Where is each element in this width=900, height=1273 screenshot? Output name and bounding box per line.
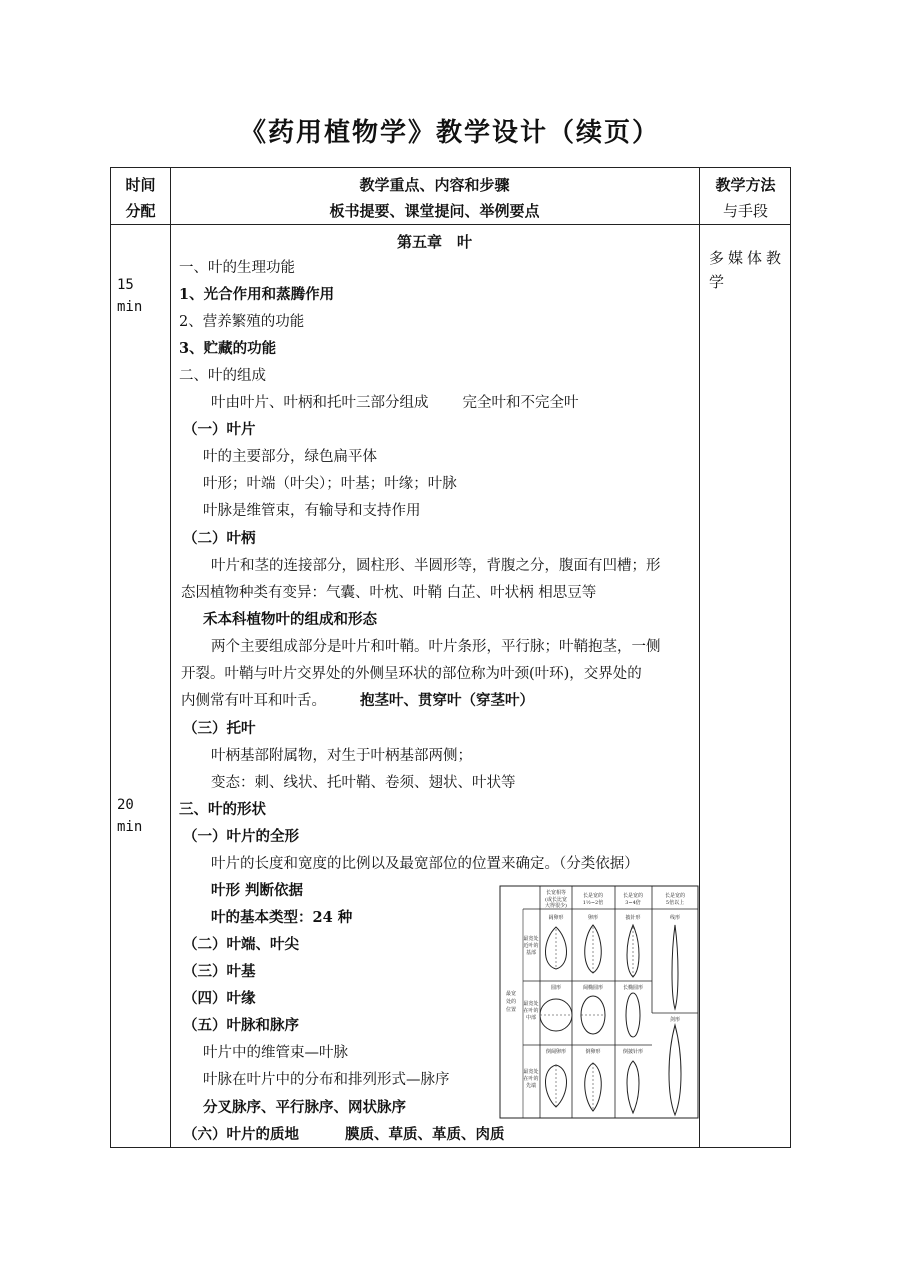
subsection-heading: 禾本科植物叶的组成和形态 [203,611,377,628]
chapter-heading: 第五章 叶 [396,233,472,251]
figure-col-header: 长宽相等 [545,890,567,896]
figure-cell-label: 阔卵形 [548,915,564,921]
leaf-shape-figure [499,885,699,1119]
content-line: 叶片的长度和宽度的比例以及最宽部位的位置来确定。（分类依据） [211,856,639,872]
figure-row-header: 先端 [525,1083,537,1089]
time-allocation-2: 20 min [117,797,143,835]
content-line: 开裂。叶鞘与叶片交界处的外侧呈环状的部位称为叶颈(叶环)，交界处的 [181,666,642,682]
header-method: 教学方法 与手段 [715,176,776,220]
figure-side-label: 处的 [505,999,517,1005]
section-heading: 二、叶的组成 [179,368,266,384]
figure-col-header: 1½~2倍 [582,900,604,906]
figure-cell-label: 圆形 [550,985,562,991]
figure-row-header: 最宽处 [523,936,539,942]
leaf-ensiform [669,1025,681,1115]
column-divider [170,168,171,1147]
subsection-heading: （二）叶端、叶尖 [183,936,299,953]
leaf-linear [672,925,678,1009]
leaf-oblanceolate [627,1061,639,1113]
figure-col-header: 长是宽的 [664,893,686,899]
figure-cell-label: 倒阔卵形 [545,1049,567,1055]
subsection-heading: （二）叶柄 [183,530,256,547]
figure-row-header: 最宽处 [523,1069,539,1075]
page-title: 《药用植物学》教学设计（续页） [239,118,660,148]
content-line: 叶脉在叶片中的分布和排列形式—脉序 [203,1072,450,1088]
subsection-heading: （一）叶片的全形 [183,828,299,845]
content-line: 3、贮藏的功能 [179,340,277,357]
content-line: 内侧常有叶耳和叶舌。 抱茎叶、贯穿叶（穿茎叶） [181,692,534,709]
time-allocation-1: 15 min [117,277,143,315]
content-line: 态因植物种类有变异：气囊、叶枕、叶鞘 白芷、叶状柄 相思豆等 [181,585,597,601]
figure-side-label: 位置 [505,1007,517,1013]
figure-cell-label: 卵形 [587,915,599,921]
figure-cell-label: 阔椭圆形 [582,985,604,991]
figure-row-header: 近叶的 [523,943,539,949]
content-line: 叶片中的维管束—叶脉 [203,1045,348,1061]
content-line: 叶柄基部附属物，对生于叶柄基部两侧； [211,748,472,764]
figure-col-header: (或长比宽 [545,897,567,903]
figure-col-header: 大得很少) [545,903,567,909]
content-line: 分叉脉序、平行脉序、网状脉序 [203,1099,406,1116]
content-line: 叶的基本类型：24 种 [211,909,353,926]
column-divider [699,168,700,1147]
teaching-method: 多媒体教学 [709,249,786,291]
content-line: （六）叶片的质地 膜质、草质、革质、肉质 [183,1126,505,1143]
content-line: 叶形 判断依据 [211,882,304,899]
subsection-heading: （三）叶基 [183,963,256,980]
figure-cell-label: 倒披针形 [622,1049,644,1055]
subsection-heading: （四）叶缘 [183,990,256,1007]
content-line: 叶的主要部分，绿色扁平体 [203,449,377,465]
content-line: 叶由叶片、叶柄和托叶三部分组成 完全叶和不完全叶 [211,395,579,411]
section-heading: 一、叶的生理功能 [179,260,295,276]
subsection-heading: （一）叶片 [183,421,256,438]
figure-col-header: 长是宽的 [582,893,604,899]
lesson-table [110,167,791,1148]
figure-cell-label: 披针形 [625,915,641,921]
figure-col-header: 3~4倍 [625,900,641,906]
figure-cell-label: 线形 [669,915,681,921]
content-line: 叶脉是维管束，有输导和支持作用 [203,503,421,519]
content-line: 1、光合作用和蒸腾作用 [179,286,335,303]
figure-col-header: 长是宽的 [622,893,644,899]
subsection-heading: （三）托叶 [183,720,256,737]
content-line: 2、营养繁殖的功能 [179,314,305,330]
figure-row-header: 在叶的 [523,1076,539,1082]
content-line: 叶形；叶端（叶尖）；叶基；叶缘；叶脉 [203,476,457,492]
figure-side-label: 最宽 [505,991,517,997]
content-line: 变态：刺、线状、托叶鞘、卷须、翅状、叶状等 [211,775,516,791]
header-divider [111,224,790,225]
figure-cell-label: 剑形 [669,1017,681,1023]
figure-row-header: 最宽处 [523,1001,539,1007]
figure-cell-label: 倒卵形 [585,1049,601,1055]
figure-row-header: 中部 [525,1015,537,1021]
header-time: 时间 分配 [125,176,156,220]
subsection-heading: （五）叶脉和脉序 [183,1017,299,1034]
figure-row-header: 在叶的 [523,1008,539,1014]
content-line: 叶片和茎的连接部分，圆柱形、半圆形等，背腹之分，腹面有凹槽；形 [211,558,661,574]
figure-col-header: 5倍以上 [665,900,685,906]
figure-row-header: 基部 [525,950,537,956]
leaf-oblong [626,993,640,1037]
header-content: 教学重点、内容和步骤 板书提要、课堂提问、举例要点 [329,176,540,220]
content-line: 两个主要组成部分是叶片和叶鞘。叶片条形，平行脉；叶鞘抱茎，一侧 [211,639,661,655]
figure-cell-label: 长椭圆形 [622,985,644,991]
section-heading: 三、叶的形状 [179,801,266,818]
